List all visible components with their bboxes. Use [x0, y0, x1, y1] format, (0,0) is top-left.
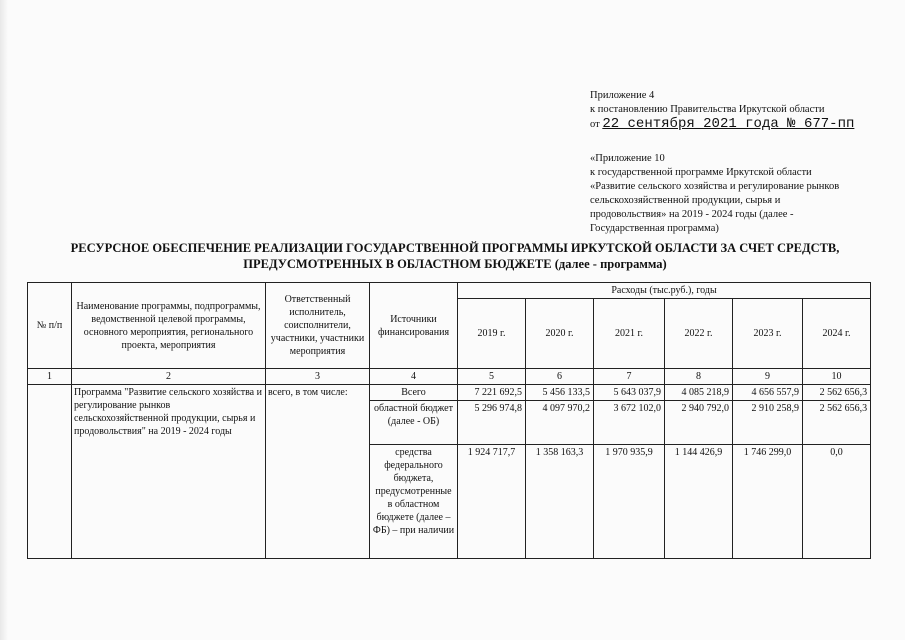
column-number-row — [28, 369, 871, 385]
header-name: Наименование программы, подпрограммы, ведомственной целевой программы, основного мероприятия, регионального проекта, мероприятия — [72, 283, 266, 369]
header-year: 2019 г. — [458, 299, 526, 369]
decree-date-line — [590, 117, 890, 132]
value-cell: 1 746 299,0 — [733, 445, 803, 559]
value-cell: 0,0 — [803, 445, 871, 559]
header-block — [590, 89, 890, 236]
appendix-label: Приложение 4 — [590, 90, 655, 101]
resource-table — [27, 282, 871, 559]
value-cell: 2 940 792,0 — [665, 401, 733, 445]
value-cell: 5 296 974,8 — [458, 401, 526, 445]
decree-date-number: 22 сентября 2021 года № 677-пп — [602, 116, 855, 132]
header-expenses: Расходы (тыс.руб.), годы — [458, 283, 871, 299]
header-year: 2023 г. — [733, 299, 803, 369]
program-ref-line: «Развитие сельского хозяйства и регулирование рынков — [590, 181, 840, 192]
column-number: 2 — [72, 369, 266, 385]
column-number: 10 — [803, 369, 871, 385]
column-number: 6 — [526, 369, 594, 385]
column-number: 5 — [458, 369, 526, 385]
header-num: № п/п — [28, 283, 72, 369]
value-cell: 2 562 656,3 — [803, 385, 871, 401]
column-number: 8 — [665, 369, 733, 385]
value-cell: 4 097 970,2 — [526, 401, 594, 445]
column-number: 7 — [594, 369, 665, 385]
row-number-cell — [28, 385, 72, 559]
header-year: 2024 г. — [803, 299, 871, 369]
program-ref-line: Государственная программа) — [590, 223, 719, 234]
header-source: Источники финансирования — [370, 283, 458, 369]
source-cell: областной бюджет (далее - ОБ) — [370, 401, 458, 445]
value-cell: 1 144 426,9 — [665, 445, 733, 559]
decree-reference: к постановлению Правительства Иркутской области — [590, 104, 825, 115]
program-ref-line: к государственной программе Иркутской области — [590, 167, 812, 178]
value-cell: 5 456 133,5 — [526, 385, 594, 401]
value-cell: 3 672 102,0 — [594, 401, 665, 445]
header-year: 2020 г. — [526, 299, 594, 369]
value-cell: 1 358 163,3 — [526, 445, 594, 559]
document-title: РЕСУРСНОЕ ОБЕСПЕЧЕНИЕ РЕАЛИЗАЦИИ ГОСУДАРСТВЕННОЙ ПРОГРАММЫ ИРКУТСКОЙ ОБЛАСТИ ЗА СЧЕТ СРЕДСТВ, ПРЕДУСМОТРЕННЫХ В ОБЛАСТНОМ БЮДЖЕТЕ (далее - программа) — [70, 241, 840, 271]
header-executor: Ответственный исполнитель, соисполнители, участники, участники мероприятия — [266, 283, 370, 369]
from-prefix: от — [590, 119, 600, 130]
program-ref-line: продовольствия» на 2019 - 2024 годы (далее - — [590, 209, 794, 220]
column-number: 3 — [266, 369, 370, 385]
value-cell: 1 924 717,7 — [458, 445, 526, 559]
program-ref-line: сельскохозяйственной продукции, сырья и — [590, 195, 781, 206]
value-cell: 5 643 037,9 — [594, 385, 665, 401]
value-cell: 4 085 218,9 — [665, 385, 733, 401]
source-cell: средства федерального бюджета, предусмотренные в областном бюджете (далее – ФБ) – при наличии — [370, 445, 458, 559]
header-year: 2022 г. — [665, 299, 733, 369]
column-number: 9 — [733, 369, 803, 385]
value-cell: 2 910 258,9 — [733, 401, 803, 445]
column-number: 4 — [370, 369, 458, 385]
scan-edge — [0, 0, 8, 640]
value-cell: 2 562 656,3 — [803, 401, 871, 445]
program-name: Программа "Развитие сельского хозяйства и регулирование рынков сельскохозяйственной продукции, сырья и продовольствия" на 2019 - 2024 годы — [72, 385, 266, 559]
value-cell: 4 656 557,9 — [733, 385, 803, 401]
table-row — [28, 385, 871, 401]
value-cell: 7 221 692,5 — [458, 385, 526, 401]
source-cell: Всего — [370, 385, 458, 401]
appendix10-label: «Приложение 10 — [590, 153, 665, 164]
column-number: 1 — [28, 369, 72, 385]
value-cell: 1 970 935,9 — [594, 445, 665, 559]
header-year: 2021 г. — [594, 299, 665, 369]
program-executor: всего, в том числе: — [266, 385, 370, 559]
